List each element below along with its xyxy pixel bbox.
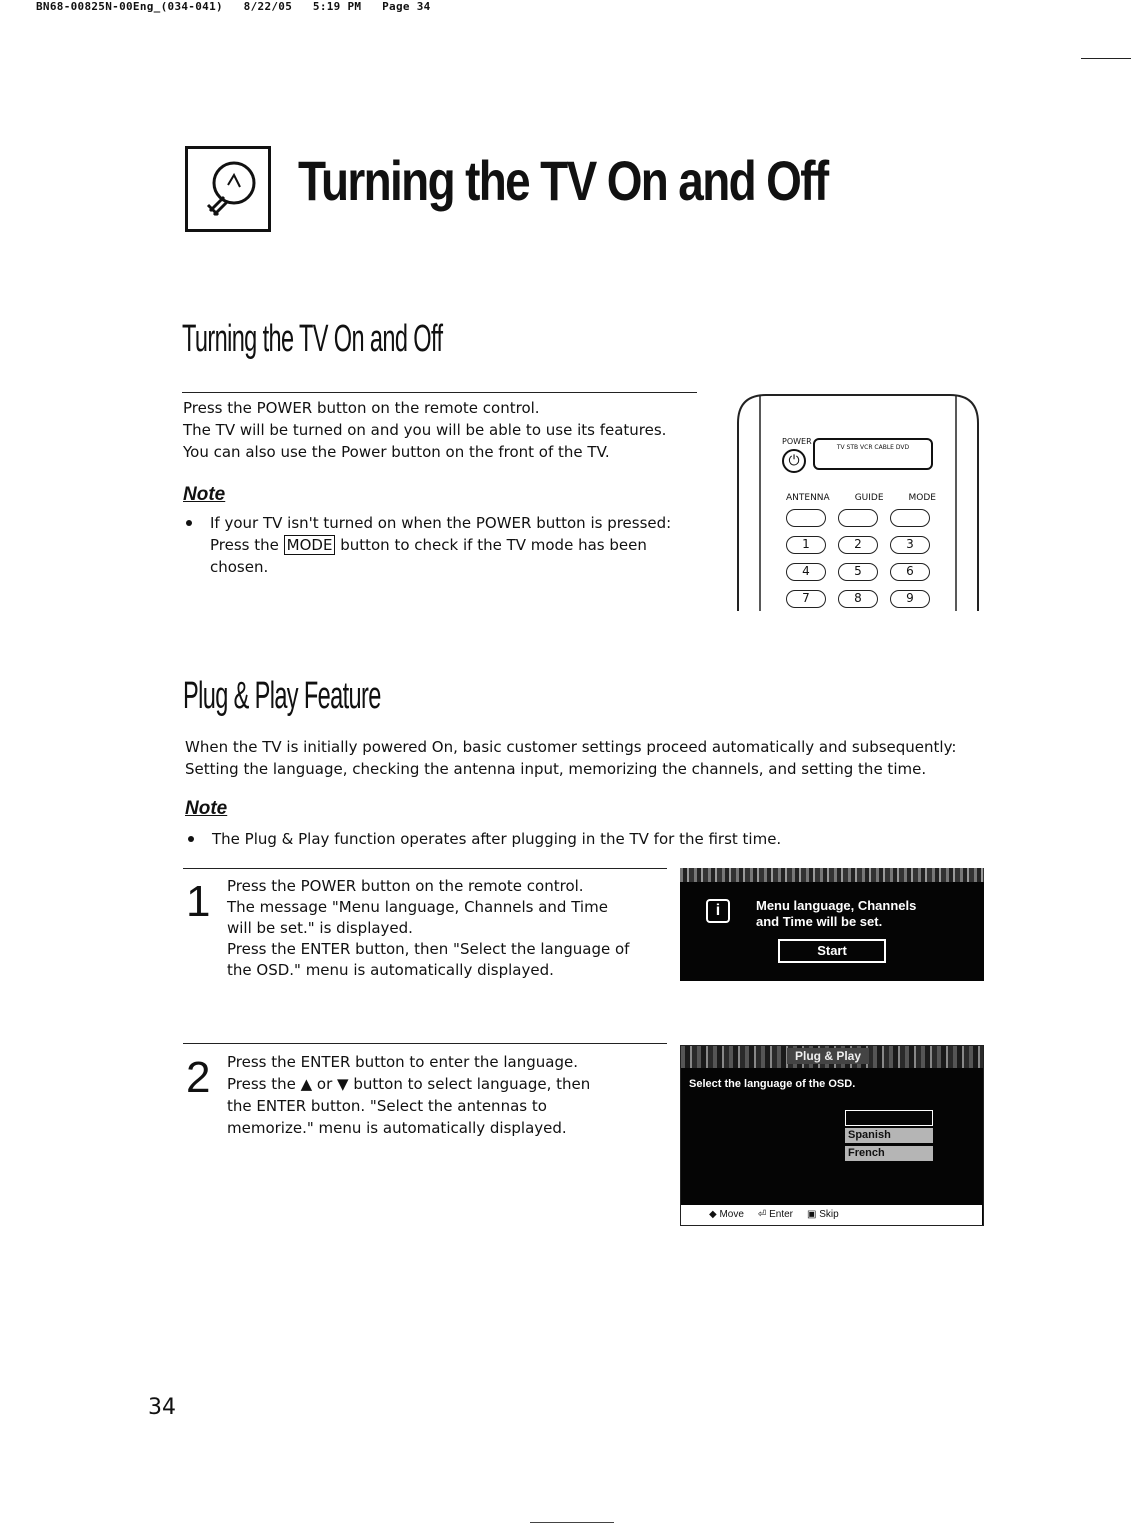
antenna-button <box>786 509 826 527</box>
mode-labels: TV STB VCR CABLE DVD <box>836 444 910 451</box>
step-line: the ENTER button. "Select the antennas to <box>227 1097 547 1115</box>
section-title-power: Turning the TV On and Off <box>182 318 443 360</box>
step-line: The message "Menu language, Channels and Time <box>227 898 608 916</box>
step-line: Press the ENTER button, then "Select the language of <box>227 940 630 958</box>
section-title-plug-play: Plug & Play Feature <box>183 675 381 717</box>
screen-message <box>756 898 916 930</box>
note-label: Note <box>185 798 228 819</box>
note-label: Note <box>183 484 226 505</box>
bullet-icon <box>186 520 192 526</box>
osd-prompt: Select the language of the OSD. <box>689 1078 856 1090</box>
page-title: Turning the TV On and Off <box>298 149 828 212</box>
lightbulb-icon <box>185 146 271 232</box>
power-label: POWER <box>782 437 812 446</box>
remote-illustration <box>736 393 980 611</box>
step-rule <box>183 1043 667 1044</box>
intro-line: When the TV is initially powered On, basic customer settings proceed automatically and subsequently: <box>185 738 957 756</box>
move-hint: ◆ Move <box>709 1209 744 1220</box>
step-line: Press the POWER button on the remote control. <box>227 877 584 895</box>
key-6-button: 6 <box>890 563 930 581</box>
message-line: Menu language, Channels <box>756 898 917 913</box>
screen-footer <box>681 1205 982 1225</box>
key-3-button: 3 <box>890 536 930 554</box>
power-icon: ⏻ <box>782 449 806 473</box>
step-number: 1 <box>186 877 211 926</box>
step-number: 2 <box>186 1053 211 1102</box>
bullet-icon <box>188 836 194 842</box>
note-line: chosen. <box>210 558 269 576</box>
top-divider <box>1081 58 1131 59</box>
language-option-spanish[interactable]: Spanish <box>845 1128 933 1143</box>
key-9-button: 9 <box>890 590 930 608</box>
note-text: button to check if the TV mode has been <box>340 536 647 554</box>
note-line: If your TV isn't turned on when the POWER button is pressed: <box>210 514 672 532</box>
step-1-text <box>227 876 629 981</box>
power-instructions <box>183 397 666 463</box>
info-icon: i <box>706 899 730 923</box>
note-text: Press the <box>210 536 279 554</box>
step-line: Press the ▲ or ▼ button to select language, then <box>227 1075 591 1093</box>
tv-screen-start <box>680 868 984 981</box>
instruction-line: Press the POWER button on the remote control. <box>183 399 540 417</box>
skip-hint: ▣ Skip <box>807 1209 839 1220</box>
mode-button <box>890 509 930 527</box>
key-1-button: 1 <box>786 536 826 554</box>
intro-line: Setting the language, checking the antenna input, memorizing the channels, and setting the time. <box>185 760 927 778</box>
guide-button <box>838 509 878 527</box>
step-rule <box>183 868 667 869</box>
plug-play-intro <box>185 736 956 780</box>
page-number: 34 <box>148 1395 176 1420</box>
key-5-button: 5 <box>838 563 878 581</box>
mode-selector <box>813 438 933 470</box>
key-8-button: 8 <box>838 590 878 608</box>
antenna-label: ANTENNA <box>786 493 830 503</box>
step-line: will be set." is displayed. <box>227 919 413 937</box>
step-2-text <box>227 1051 590 1139</box>
mode-key-label: MODE <box>284 535 336 555</box>
print-header: BN68-00825N-00Eng_(034-041) 8/22/05 5:19 PM Page 34 <box>36 0 431 13</box>
guide-label: GUIDE <box>854 493 884 503</box>
section-rule <box>182 392 697 393</box>
note-bullet <box>186 512 671 578</box>
note-bullet <box>188 828 781 850</box>
message-line: and Time will be set. <box>756 914 883 929</box>
step-line: the OSD." menu is automatically displayed. <box>227 961 554 979</box>
instruction-line: The TV will be turned on and you will be able to use its features. <box>183 421 667 439</box>
bottom-rule <box>530 1522 614 1523</box>
tv-screen-language <box>680 1045 984 1226</box>
enter-hint: ⏎ Enter <box>757 1209 793 1220</box>
key-4-button: 4 <box>786 563 826 581</box>
language-option-french[interactable]: French <box>845 1146 933 1161</box>
step-line: Press the ENTER button to enter the language. <box>227 1053 578 1071</box>
note-line <box>210 534 671 556</box>
note-text: The Plug & Play function operates after plugging in the TV for the first time. <box>212 830 782 848</box>
instruction-line: You can also use the Power button on the front of the TV. <box>183 443 610 461</box>
start-button[interactable]: Start <box>778 939 886 963</box>
language-option-selected[interactable] <box>845 1110 933 1126</box>
key-7-button: 7 <box>786 590 826 608</box>
screen-title-bar <box>681 1046 983 1068</box>
mode-label: MODE <box>908 493 936 503</box>
remote-row-labels <box>786 493 936 503</box>
plug-play-title: Plug & Play <box>787 1048 869 1064</box>
screen-title-bar <box>680 868 984 882</box>
step-line: memorize." menu is automatically displayed. <box>227 1119 567 1137</box>
key-2-button: 2 <box>838 536 878 554</box>
